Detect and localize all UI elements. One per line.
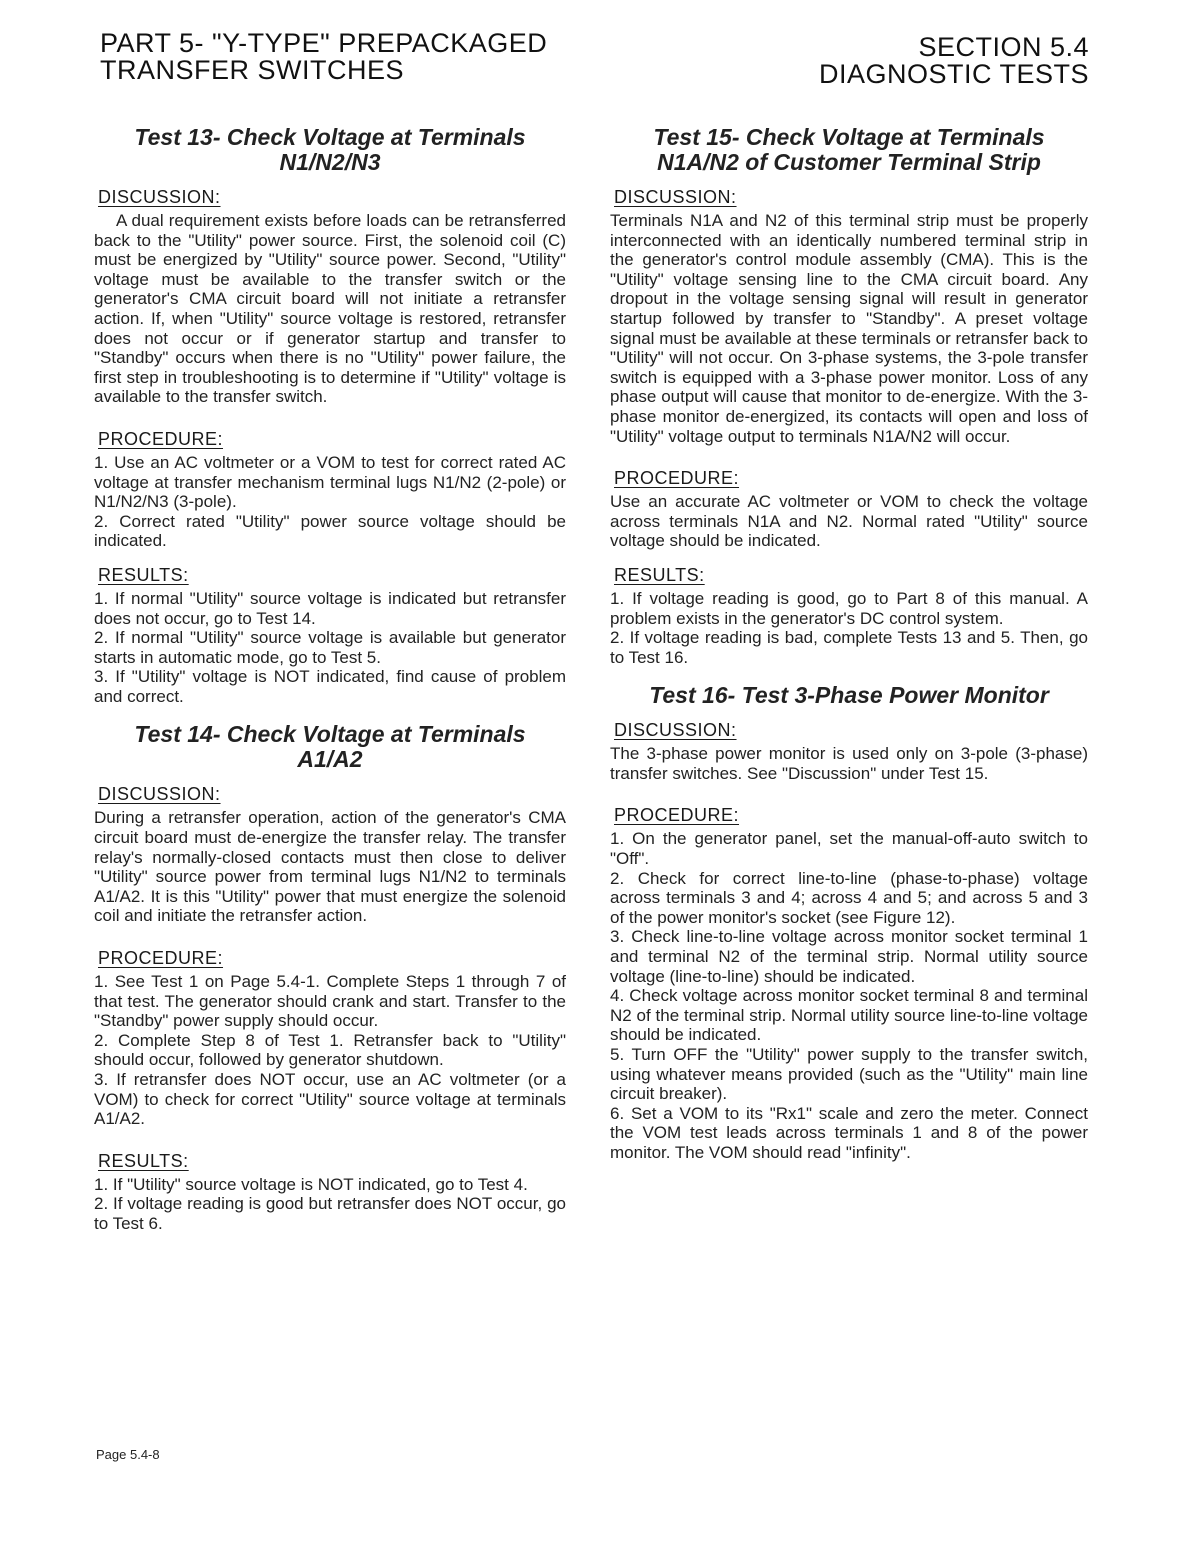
part-heading <box>100 30 547 84</box>
left-column <box>94 125 566 1234</box>
test15-result-item: 1. If voltage reading is good, go to Part 8 of this manual. A problem exists in the generator's DC control system. <box>610 588 1088 628</box>
test16-procedure-step: 1. On the generator panel, set the manual-off-auto switch to "Off". <box>610 829 1088 869</box>
test15-result-item: 2. If voltage reading is bad, complete Tests 13 and 5. Then, go to Test 16. <box>610 628 1088 667</box>
test13-procedure-label: PROCEDURE: <box>98 428 224 449</box>
section-heading-line2: DIAGNOSTIC TESTS <box>818 59 1089 89</box>
test14-procedure-step: 1. See Test 1 on Page 5.4-1. Complete Steps 1 through 7 of that test. The generator should crank and start. Transfer to the "Standby" power supply should occur. <box>94 972 566 1031</box>
test13-procedure-step: 1. Use an AC voltmeter or a VOM to test for correct rated AC voltage at transfer mechanism terminal lugs N1/N2 (2-pole) or N1/N2/N3 (3-pole). <box>94 452 566 512</box>
section-heading <box>819 34 1089 88</box>
test14-result-item: 1. If "Utility" source voltage is NOT indicated, go to Test 4. <box>94 1174 528 1194</box>
test13-result-item: 1. If normal "Utility" source voltage is indicated but retransfer does not occur, go to Test 14. <box>94 588 566 628</box>
test15-title-line1: Test 15- Check Voltage at Terminals <box>653 124 1045 150</box>
part-heading-line2: TRANSFER SWITCHES <box>100 55 405 85</box>
test14-title <box>94 722 566 772</box>
test14-discussion-label: DISCUSSION: <box>98 784 221 805</box>
section-heading-line1: SECTION 5.4 <box>918 32 1089 62</box>
test16-procedure-step: 3. Check line-to-line voltage across monitor socket terminal 1 and terminal N2 of the terminal strip. Normal utility source voltage (line-to-line) should be indicated. <box>610 927 1088 986</box>
test14-results-label: RESULTS: <box>98 1150 189 1171</box>
test15-discussion: Terminals N1A and N2 of this terminal strip must be properly interconnected with an identically numbered terminal strip in the generator's control module assembly (CMA). This is the "Utility" voltage sensing line to the CMA circuit board. Any dropout in the voltage sensing signal will result in generator startup followed by transfer to "Standby". A preset voltage signal must be available at these terminals or retransfer back to "Utility" will not occur. On 3-phase systems, the 3-pole transfer switch is equipped with a 3-phase power monitor. Loss of any phase output will cause that monitor to de-energize. With the 3-phase monitor de-energized, its contacts will open and loss of "Utility" voltage output to terminals N1A/N2 will occur. <box>610 211 1088 446</box>
test15-procedure-label: PROCEDURE: <box>614 468 740 489</box>
test16-procedure-step: 5. Turn OFF the "Utility" power supply to the transfer switch, using whatever means provided (such as the "Utility" main line circuit breaker). <box>610 1045 1088 1104</box>
test13-result-item: 3. If "Utility" voltage is NOT indicated, find cause of problem and correct. <box>94 667 566 706</box>
test13-results-label: RESULTS: <box>98 564 189 585</box>
test16-procedure-label: PROCEDURE: <box>614 805 740 826</box>
test15-discussion-label: DISCUSSION: <box>614 187 737 207</box>
test16-procedure-step: 4. Check voltage across monitor socket terminal 8 and terminal N2 of the terminal strip. Normal utility source line-to-line voltage should be indicated. <box>610 986 1088 1045</box>
test16-discussion-label: DISCUSSION: <box>614 720 737 741</box>
page-number: Page 5.4-8 <box>96 1447 160 1462</box>
test13-discussion-label: DISCUSSION: <box>98 187 221 207</box>
test14-title-line2: A1/A2 <box>297 746 363 773</box>
test13-title <box>94 125 566 175</box>
test14-title-line1: Test 14- Check Voltage at Terminals <box>134 721 526 748</box>
test15-results-label: RESULTS: <box>614 564 705 585</box>
test16-discussion: The 3-phase power monitor is used only on 3-pole (3-phase) transfer switches. See "Discussion" under Test 15. <box>610 744 1088 783</box>
test13-discussion: A dual requirement exists before loads can be retransferred back to the "Utility" power source. First, the solenoid coil (C) must be energized by "Utility" source power. Second, "Utility" voltage must be available to the transfer switch or the generator's CMA circuit board will not initiate a retransfer action. If, when "Utility" source voltage is restored, retransfer does not occur or if generator startup and transfer to "Standby" occurs when there is no "Utility" power failure, the first step in troubleshooting is to determine if "Utility" voltage is available to the transfer switch. <box>94 211 566 407</box>
test14-procedure-step: 3. If retransfer does NOT occur, use an AC voltmeter (or a VOM) to check for correct "Utility" source voltage at terminals A1/A2. <box>94 1070 566 1129</box>
test14-result-item: 2. If voltage reading is good but retransfer does NOT occur, go to Test 6. <box>94 1194 566 1233</box>
test16-procedure-step: 6. Set a VOM to its "Rx1" scale and zero the meter. Connect the VOM test leads across terminals 1 and 8 of the power monitor. The VOM should read "infinity". <box>610 1103 1088 1162</box>
test13-title-line2: N1/N2/N3 <box>279 149 381 175</box>
test15-title-line2: N1A/N2 of Customer Terminal Strip <box>657 149 1041 175</box>
test16-procedure-step: 2. Check for correct line-to-line (phase-to-phase) voltage across terminals 3 and 4; across 4 and 5; and across 5 and 3 of the power monitor's socket (see Figure 12). <box>610 868 1088 927</box>
part-heading-line1: PART 5- "Y-TYPE" PREPACKAGED <box>100 28 548 58</box>
test14-procedure-label: PROCEDURE: <box>98 948 224 969</box>
test13-title-line1: Test 13- Check Voltage at Terminals <box>134 124 526 150</box>
test16-title: Test 16- Test 3-Phase Power Monitor <box>649 682 1049 709</box>
test14-discussion: During a retransfer operation, action of the generator's CMA circuit board must de-energize the transfer relay. The transfer relay's normally-closed contacts must then close to deliver "Utility" source power from terminal lugs N1/N2 to terminals A1/A2. It is this "Utility" power that must energize the solenoid coil and initiate the retransfer action. <box>94 808 566 926</box>
right-column <box>610 125 1088 1163</box>
test13-procedure-step: 2. Correct rated "Utility" power source voltage should be indicated. <box>94 511 566 551</box>
test15-procedure: Use an accurate AC voltmeter or VOM to check the voltage across terminals N1A and N2. Normal rated "Utility" source voltage should be indicated. <box>610 492 1088 551</box>
test13-result-item: 2. If normal "Utility" source voltage is available but generator starts in automatic mode, go to Test 5. <box>94 628 566 667</box>
test14-procedure-step: 2. Complete Step 8 of Test 1. Retransfer back to "Utility" should occur, followed by generator shutdown. <box>94 1030 566 1070</box>
test15-title <box>610 125 1088 175</box>
